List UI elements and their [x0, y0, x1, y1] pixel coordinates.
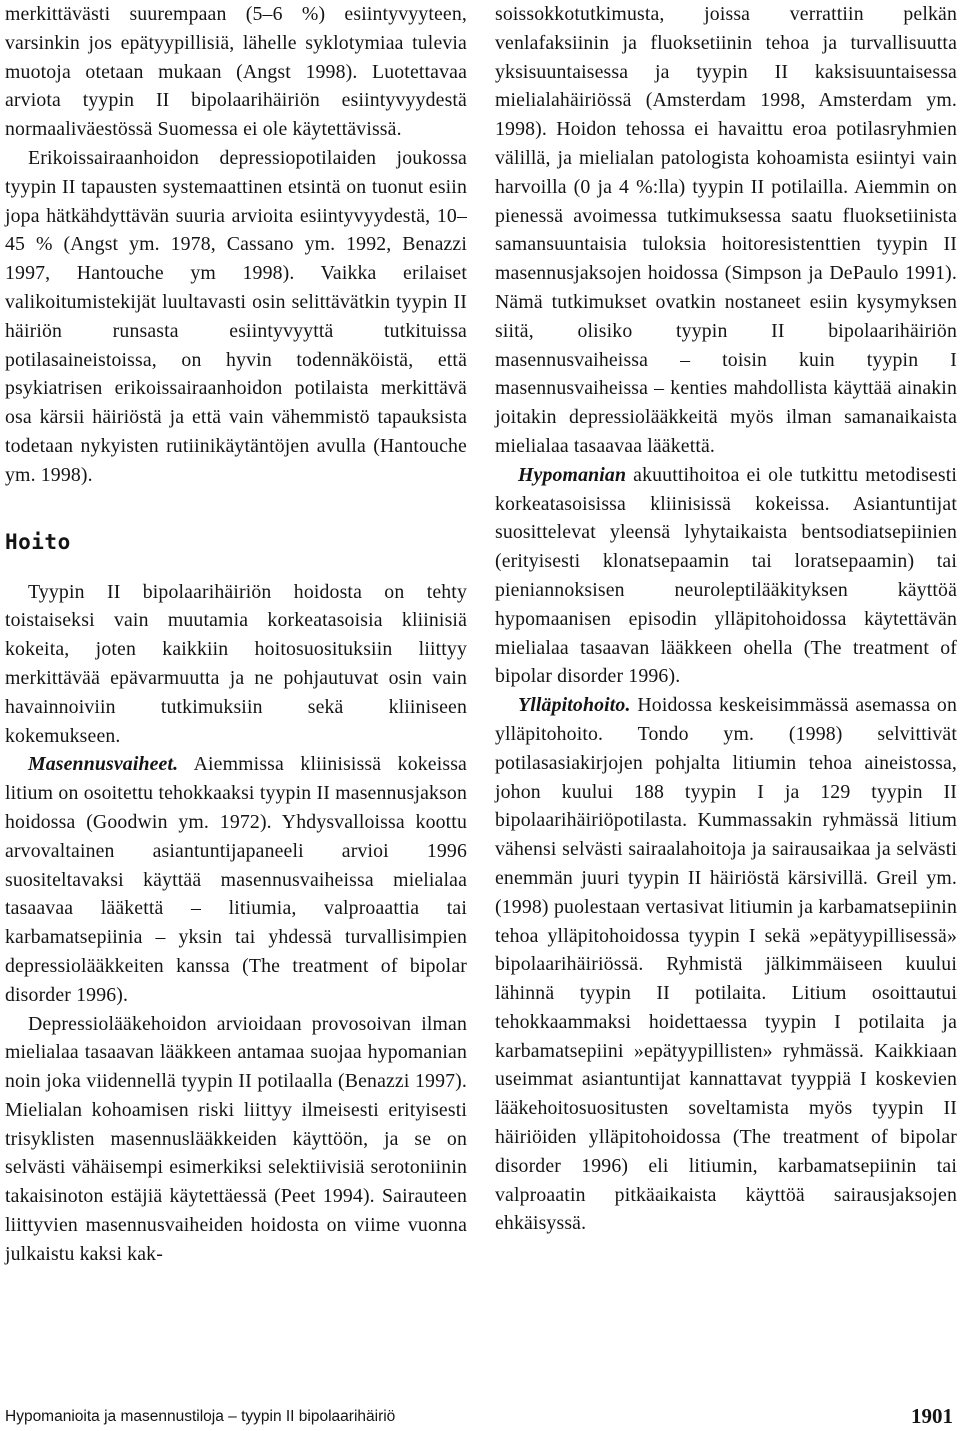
run-in-heading: Ylläpitohoito. — [518, 694, 631, 717]
paragraph: Tyypin II bipolaarihäiriön hoidosta on tehty toistaiseksi vain muutamia korkeatasoisia kliinisiä kokeita, joten kaikkiin hoitosuosituksiin liittyy merkittävää epävarmuutta ja ne pohjautuvat osin vain havainnoiviin tutkimuksiin sekä kliiniseen kokemukseen. — [5, 580, 467, 747]
left-column — [5, 0, 467, 1269]
paragraph: Erikoissairaanhoidon depressiopotilaiden joukossa tyypin II tapausten systemaattinen etsintä on tuonut esiin jopa hätkähdyttävän suuria arvioita esiintyvyydestä, 10–45 % (Angst ym. 1978, Cassano ym. 1992, Benazzi 1997, Hantouche ym 1998). Vaikka erilaiset valikoitumistekijät luultavasti osin selittävätkin tyypin II häiriön runsasta esiintyvyyttä tutkituissa potilasaineistoissa, on hyvin todennäköistä, että psykiatrisen erikoissairaanhoidon potilaista merkittävä osa kärsii häiriöstä ja että vain vähemmistö tapauksista todetaan nykyisten rutiinikäytäntöjen avulla (Hantouche ym. 1998). — [5, 146, 467, 486]
running-title: Hypomanioita ja masennustiloja – tyypin II bipolaarihäiriö — [5, 1408, 396, 1425]
page-footer — [5, 1402, 955, 1428]
section-heading: Hoito — [5, 529, 71, 554]
paragraph: Depressiolääkehoidon arvioidaan provosoivan ilman mielialaa tasaavan lääkkeen antamaa suojaa hypomanian noin joka viidennellä tyypin II potilaalla (Benazzi 1997). Mielialan kohoamisen riski liittyy ilmeisesti erityisesti trisyklisten masennuslääkkeiden käyttöön, ja se on selvästi vähäisempi esimerkiksi selektiivisiä serotoniinin takaisinoton estäjiä käytettäessä (Peet 1994). Sairauteen liittyvien masennusvaiheiden hoidosta on viime vuonna julkaistu kaksi kak- — [5, 1012, 467, 1265]
paragraph-text: Hoidossa keskeisimmässä asemassa on ylläpitohoito. Tondo ym. (1998) selvittivät potilasasiakirjojen pohjalta litiumin tehoa aineistossa, johon kuului 188 tyypin I ja 129 tyypin II bipolaarihäiriöpotilasta. Kummassakin ryhmässä litium vähensi selvästi sairaalahoitoja ja sairausaikaa ja selvästi enemmän juuri tyypin II häiriöstä kärsivillä. Greil ym. (1998) puolestaan vertasivat litiumin ja karbamatsepiinin tehoa ylläpitohoidossa tyypin I sekä »epätyypillisessä» bipolaarihäiriössä. Ryhmistä jälkimmäiseen kuului lähinnä tyypin II potilaita. Litium osoittautui tehokkaammaksi hoidettaessa tyypin I potilaita ja karbamatsepiini »epätyypillisten» ryhmässä. Kaikkiaan useimmat asiantuntijat kannattavat tyyppiä I koskevien lääkehoitosuositusten soveltamista myös tyypin II häiriöiden ylläpitohoidossa (The treatment of bipolar disorder 1996) eli litiumin, karbamatsepiinin tai valproaatin pitkäaikaista käyttöä sairausjaksojen ehkäisyssä. — [495, 694, 957, 1235]
paragraph — [495, 461, 957, 691]
paragraph-text: akuuttihoitoa ei ole tutkittu metodisesti korkeatasoisissa kliinisissä kokeissa. Asiantuntijat suosittelevat yleensä lyhytaikaista bentsodiatsepiinien (erityisesti klonatsepaamin tai loratsepaamin) tai pieniannoksisen neuroleptilääkityksen käyttöä hypomaanisen episodin ylläpitohoidossa käytettävän mielialaa tasaavan lääkkeen ohella (The treatment of bipolar disorder 1996). — [495, 463, 957, 688]
paragraph: merkittävästi suurempaan (5–6 %) esiintyvyyteen, varsinkin jos epätyypillisiä, lähelle syklotymiaa tulevia muotoja otetaan mukaan (Angst 1998). Luotettavaa arviota tyypin II bipolaarihäiriön esiintyvyydestä normaaliväestössä Suomessa ei ole käytettävissä. — [5, 3, 467, 141]
paragraph: soissokkotutkimusta, joissa verrattiin pelkän venlafaksiinin ja fluoksetiinin tehoa ja turvallisuutta yksisuuntaisessa ja tyypin II kaksisuuntaisessa mielialahäiriössä (Amsterdam 1998, Amsterdam ym. 1998). Hoidon tehossa ei havaittu eroa potilasryhmien välillä, ja mielialan patologista kohoamista esiintyi vain harvoilla (0 ja 4 %:lla) tyypin II potilailla. Aiemmin on pienessä avoimessa tutkimuksessa saatu fluoksetiinista samansuuntaisia tuloksia hoitoresistenttien tyypin II masennusjaksojen hoidossa (Simpson ja DePaulo 1991). Nämä tutkimukset ovatkin nostaneet esiin kysymyksen siitä, olisiko tyypin II bipolaarihäiriön masennusvaiheissa – toisin kuin tyypin I masennusvaiheissa – kenties mahdollista käyttää ainakin joitakin depressiolääkkeitä myös ilman samanaikaista mielialaa tasaavaa lääkettä. — [495, 3, 957, 457]
run-in-heading: Hypomanian — [518, 463, 627, 486]
page-number: 1901 — [911, 1404, 953, 1428]
paragraph-text: Aiemmissa kliinisissä kokeissa litium on osoitettu tehokkaaksi tyypin II masennusjakson hoidossa (Goodwin ym. 1972). Yhdysvalloissa koottu arvovaltainen asiantuntijapaneeli arvioi 1996 suositeltavaksi käyttää masennusvaiheissa mielialaa tasaavaa lääkettä – litiumia, valproaattia tai karbamatsepiinia – yksin tai yhdessä turvallisimpien depressiolääkkeiten kanssa (The treatment of bipolar disorder 1996). — [5, 753, 467, 1006]
right-column — [495, 0, 957, 1238]
paragraph — [495, 691, 957, 1238]
run-in-heading: Masennusvaiheet. — [28, 753, 179, 776]
paragraph — [5, 750, 467, 1009]
